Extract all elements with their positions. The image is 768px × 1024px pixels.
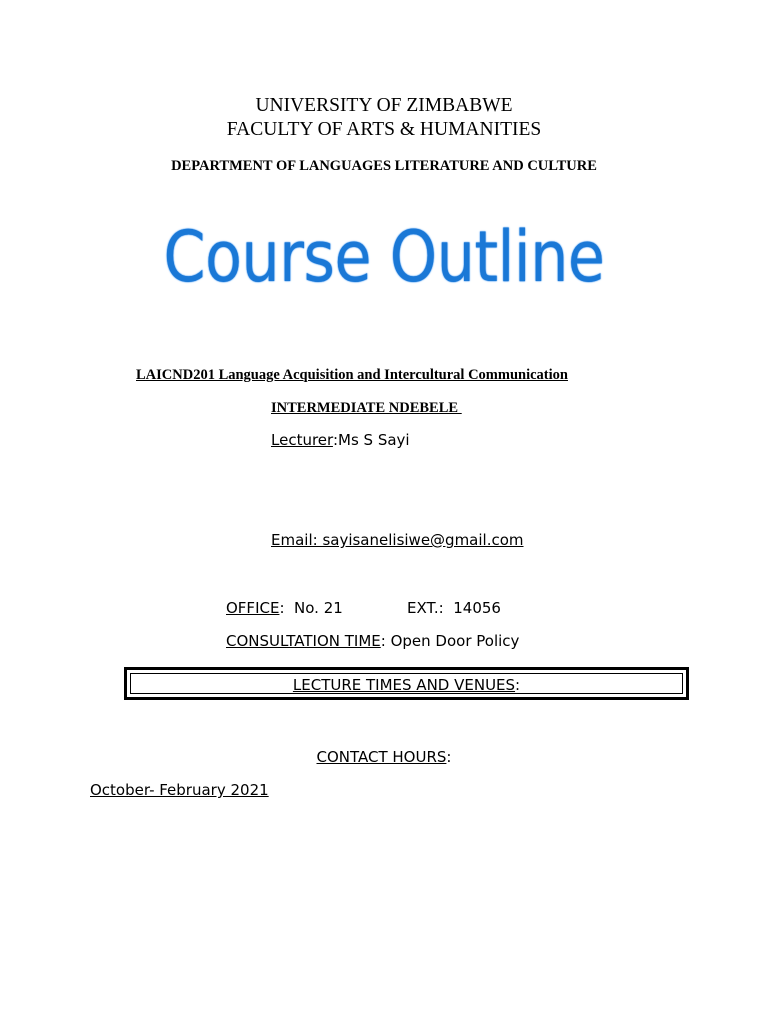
teaching-period: October- February 2021	[90, 781, 269, 799]
course-level: INTERMEDIATE NDEBELE	[271, 400, 462, 416]
office-line	[226, 599, 343, 618]
lecturer-name: Ms S Sayi	[338, 431, 410, 449]
consultation-value: : Open Door Policy	[380, 632, 520, 650]
lecturer-label: Lecturer	[271, 431, 333, 449]
contact-hours-heading	[0, 748, 768, 767]
lecturer-line	[271, 431, 410, 450]
extension-line: EXT.: 14056	[407, 599, 501, 617]
faculty-name: FACULTY OF ARTS & HUMANITIES	[226, 119, 542, 140]
consultation-label: CONSULTATION TIME	[226, 632, 381, 650]
course-code-title: LAICND201 Language Acquisition and Intercultural Communication	[136, 367, 568, 383]
lecture-times-suffix: :	[515, 676, 521, 694]
contact-hours-suffix: :	[446, 748, 452, 766]
office-value: : No. 21	[279, 599, 343, 617]
lecture-times-heading	[130, 673, 683, 694]
department-name: DEPARTMENT OF LANGUAGES LITERATURE AND CULTURE	[171, 158, 597, 174]
document-title: Course Outline	[163, 216, 605, 298]
consultation-line	[226, 632, 519, 651]
contact-hours-label: CONTACT HOURS	[316, 748, 447, 766]
lecture-times-box	[124, 667, 689, 700]
lecture-times-label: LECTURE TIMES AND VENUES	[292, 676, 516, 694]
university-name: UNIVERSITY OF ZIMBABWE	[255, 95, 513, 116]
office-label: OFFICE	[226, 599, 280, 617]
email-line[interactable]: Email: sayisanelisiwe@gmail.com	[271, 531, 524, 549]
lecturer-separator: :	[332, 431, 338, 449]
